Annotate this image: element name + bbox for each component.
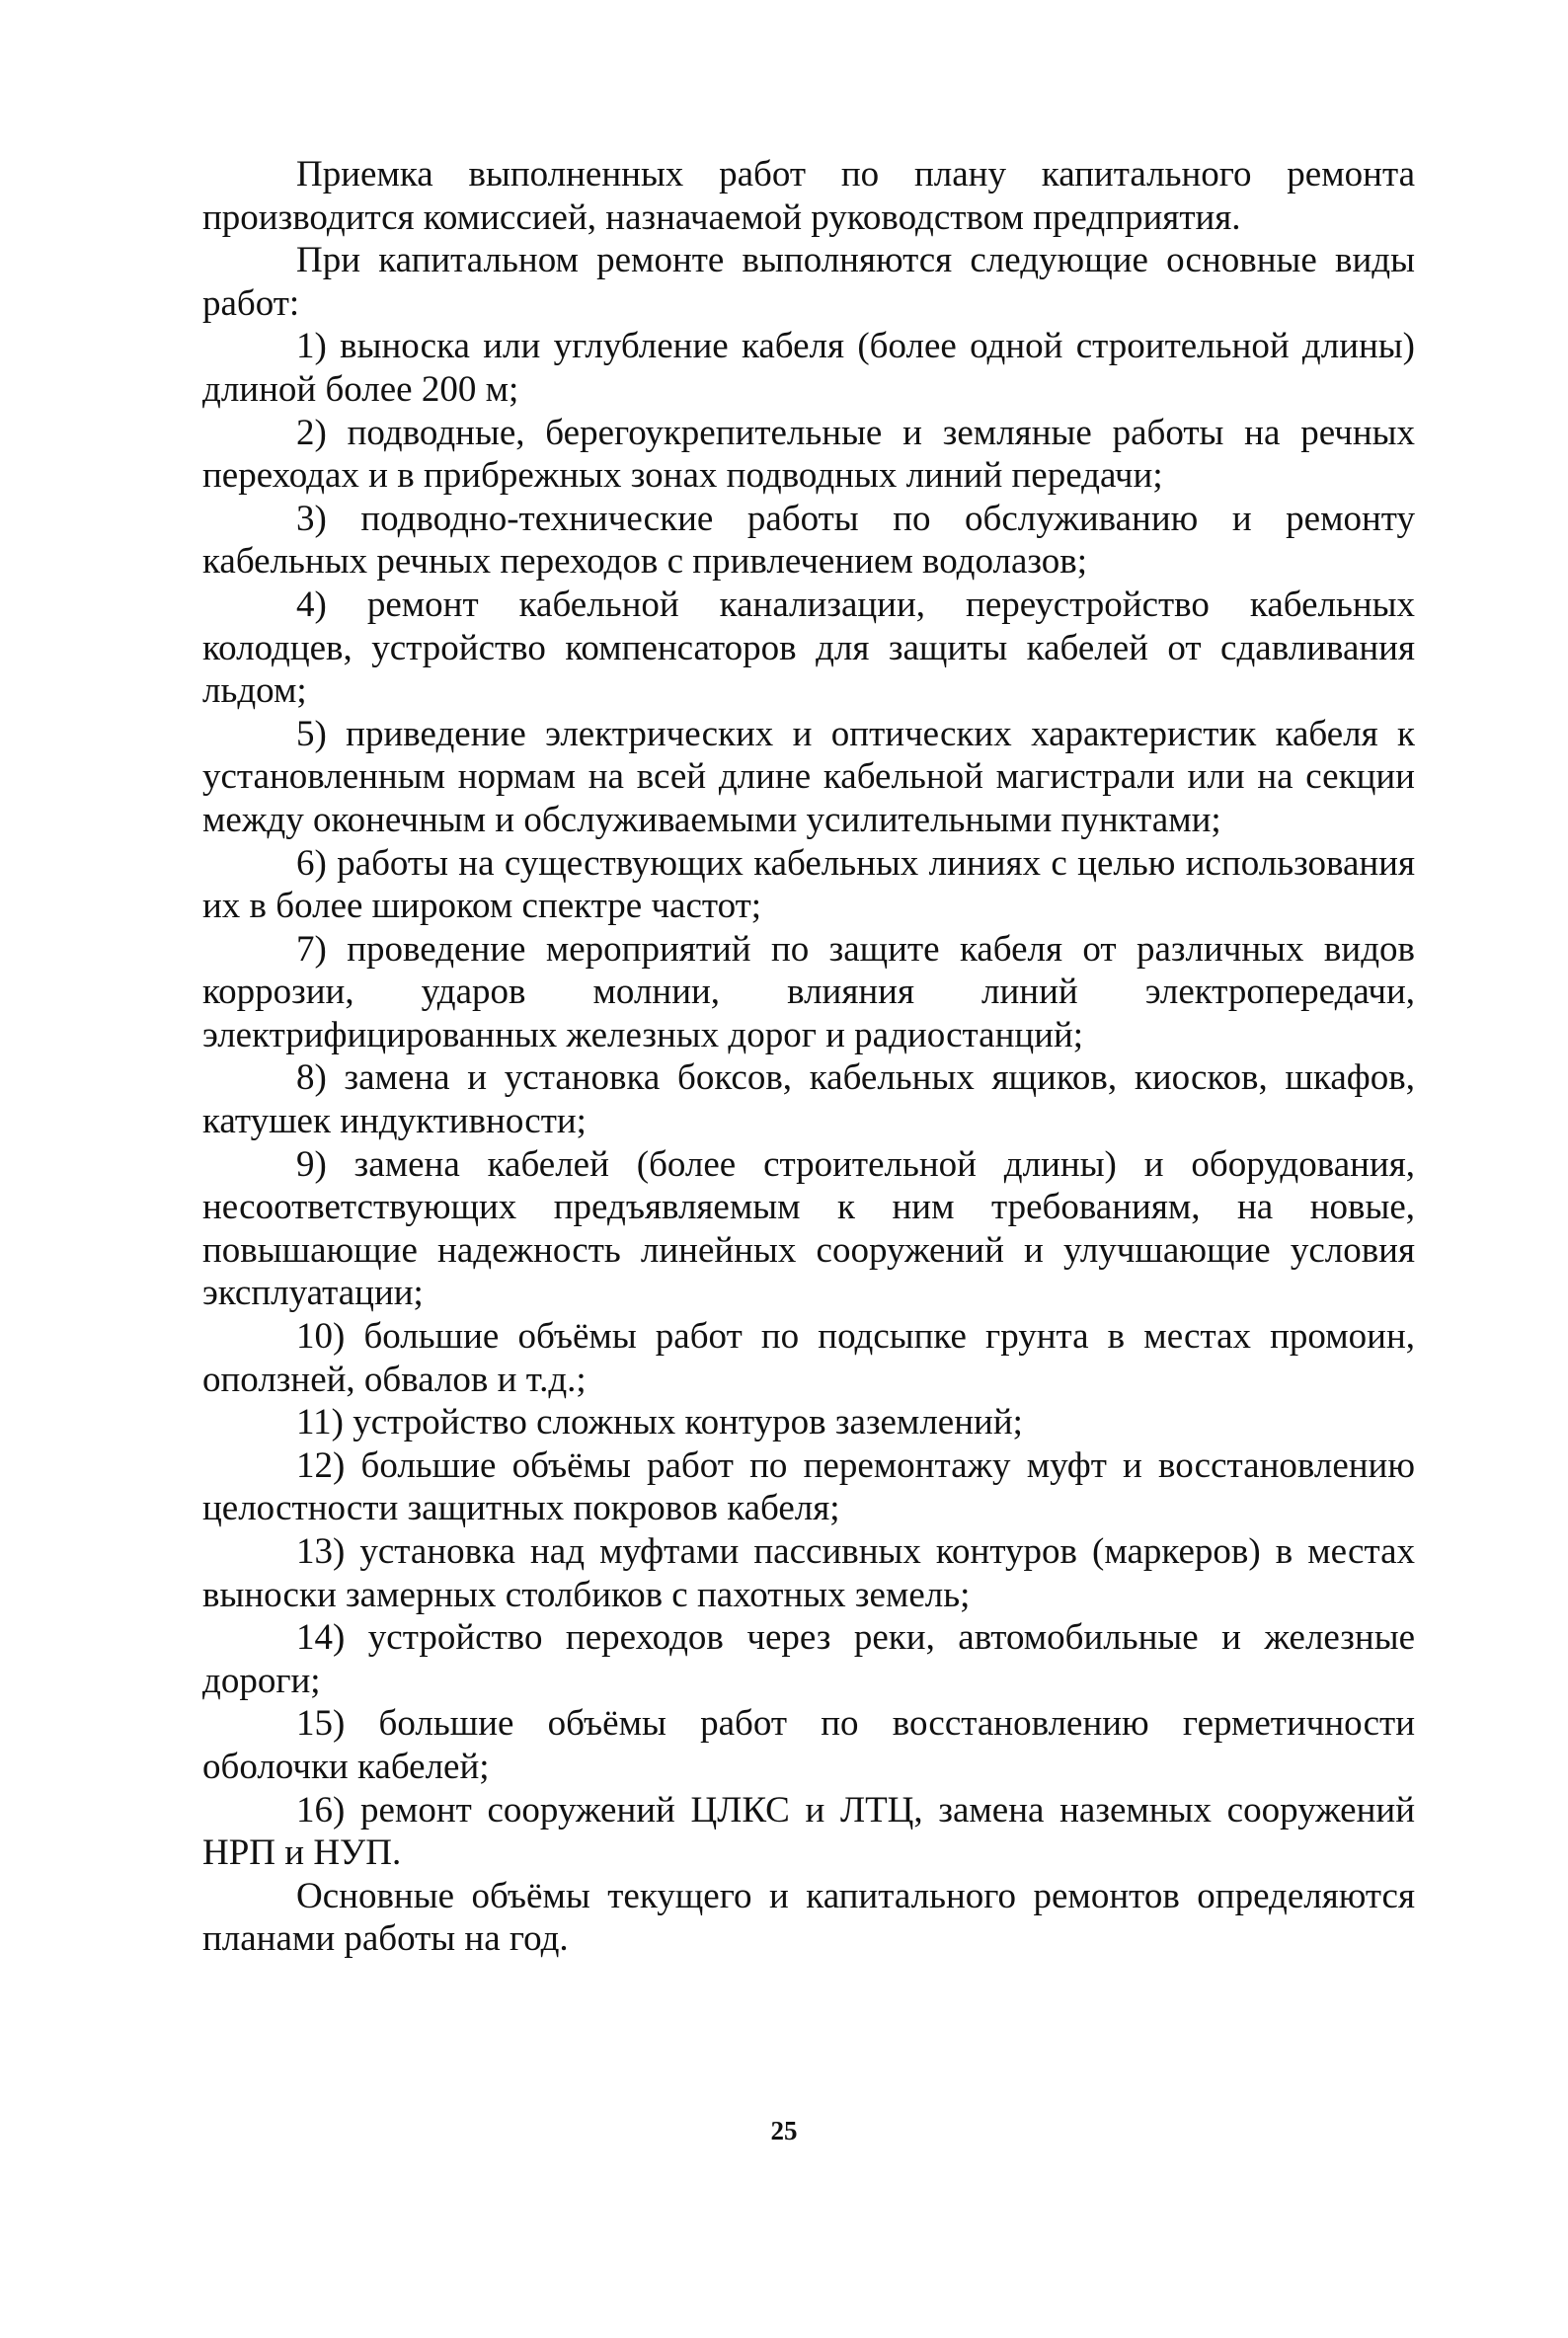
list-item-16: 16) ремонт сооружений ЦЛКС и ЛТЦ, замена наземных сооружений НРП и НУП. <box>202 1789 1415 1874</box>
list-item-9: 9) замена кабелей (более строительной длины) и оборудования, несоответствующих предъявляемым к ним требованиям, на новые, повышающие надежность линейных сооружений и улучшающие условия эксплуатации; <box>202 1143 1415 1314</box>
list-item-7: 7) проведение мероприятий по защите кабеля от различных видов коррозии, ударов молнии, влияния линий электропередачи, электрифицированных железных дорог и радиостанций; <box>202 928 1415 1055</box>
list-item-10: 10) большие объёмы работ по подсыпке грунта в местах промоин, оползней, обвалов и т.д.; <box>202 1316 1415 1400</box>
list-item-12: 12) большие объёмы работ по перемонтажу муфт и восстановлению целостности защитных покровов кабеля; <box>202 1444 1415 1529</box>
list-item-8: 8) замена и установка боксов, кабельных ящиков, киосков, шкафов, катушек индуктивности; <box>202 1057 1415 1142</box>
list-item-13: 13) установка над муфтами пассивных контуров (маркеров) в местах выноски замерных столбиков с пахотных земель; <box>202 1531 1415 1615</box>
body-text <box>202 153 1415 1961</box>
page-number: 25 <box>770 2116 798 2145</box>
paragraph-intro-list: При капитальном ремонте выполняются следующие основные виды работ: <box>202 240 1415 324</box>
list-item-6: 6) работы на существующих кабельных линиях с целью использования их в более широком спектре частот; <box>202 842 1415 927</box>
list-item-1: 1) выноска или углубление кабеля (более одной строительной длины) длиной более 200 м; <box>202 326 1415 410</box>
list-item-14: 14) устройство переходов через реки, автомобильные и железные дороги; <box>202 1617 1415 1701</box>
list-item-2: 2) подводные, берегоукрепительные и земляные работы на речных переходах и в прибрежных зонах подводных линий передачи; <box>202 412 1415 497</box>
list-item-4: 4) ремонт кабельной канализации, переустройство кабельных колодцев, устройство компенсаторов для защиты кабелей от сдавливания льдом; <box>202 584 1415 712</box>
list-item-5: 5) приведение электрических и оптических характеристик кабеля к установленным нормам на всей длине кабельной магистрали или на секции между оконечным и обслуживаемыми усилительными пунктами; <box>202 713 1415 840</box>
list-item-11: 11) устройство сложных контуров заземлений; <box>296 1402 1023 1443</box>
list-item-3: 3) подводно-технические работы по обслуживанию и ремонту кабельных речных переходов с привлечением водолазов; <box>202 498 1415 583</box>
list-item-15: 15) большие объёмы работ по восстановлению герметичности оболочки кабелей; <box>202 1703 1415 1787</box>
paragraph-conclusion: Основные объёмы текущего и капитального ремонтов определяются планами работы на год. <box>202 1875 1415 1960</box>
paragraph-acceptance: Приемка выполненных работ по плану капитального ремонта производится комиссией, назначаемой руководством предприятия. <box>202 154 1415 238</box>
